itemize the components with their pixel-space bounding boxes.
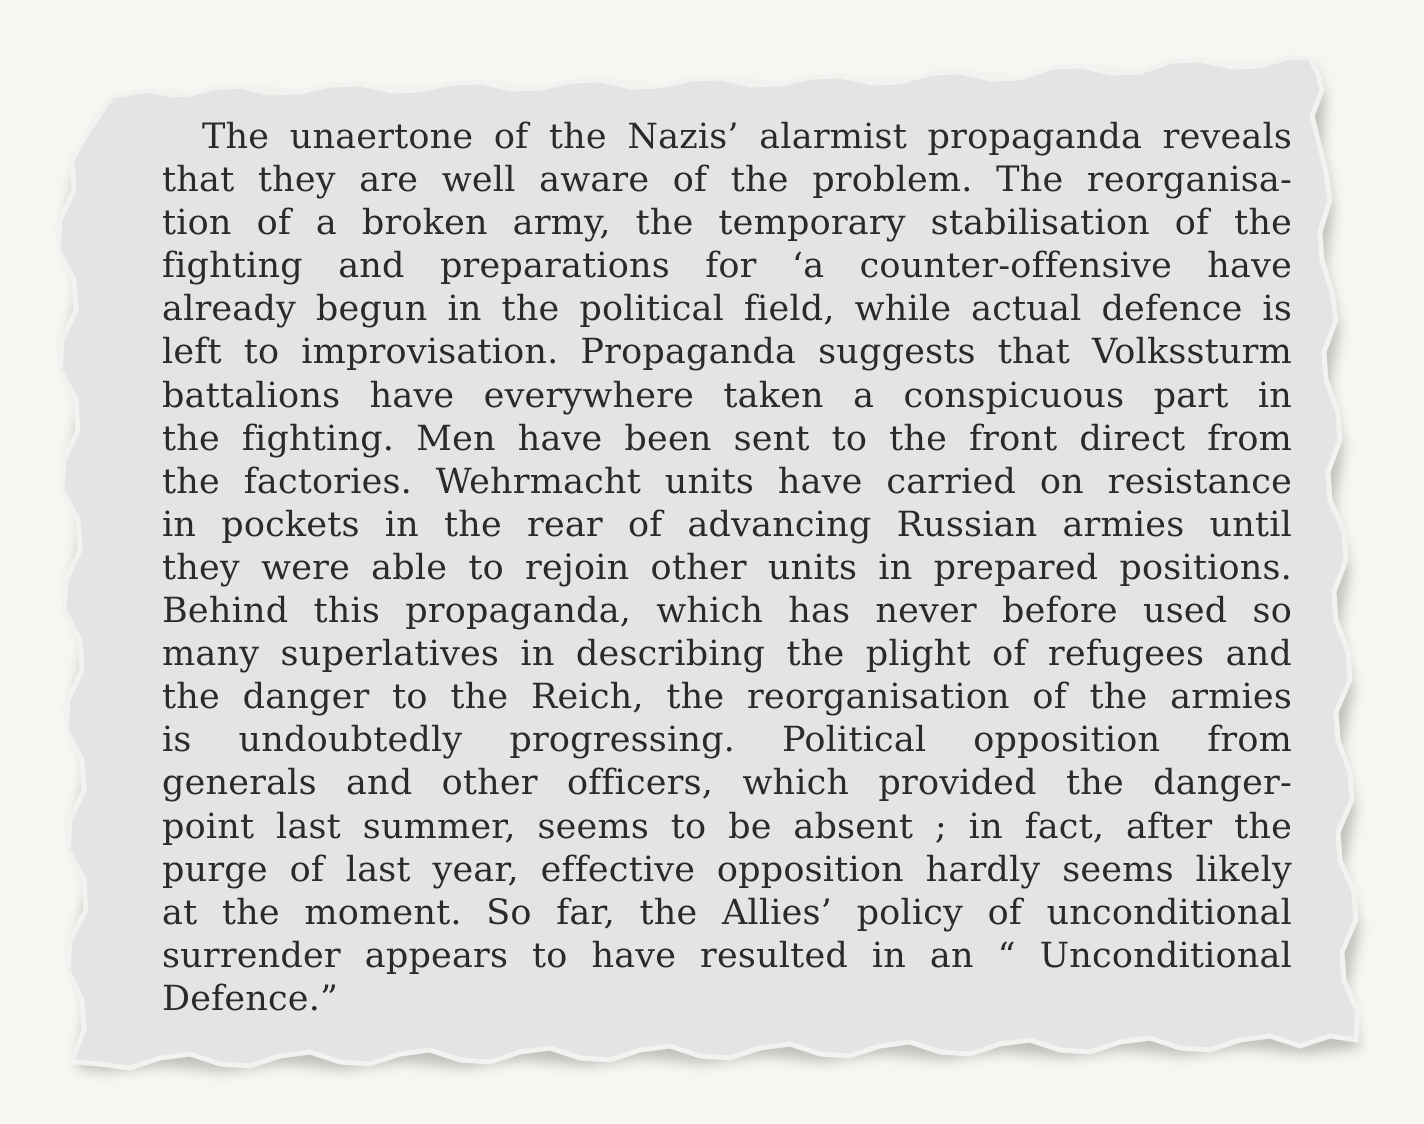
text-line: many superlatives in describing the plight of refugees and [162,634,1292,675]
text-line: battalions have everywhere taken a conspicuous part in [162,375,1292,416]
text-line: left to improvisation. Propaganda suggests that Volkssturm [162,332,1292,373]
text-line: the factories. Wehrmacht units have carried on resistance [162,461,1292,502]
text-line: that they are well aware of the problem. The reorganisa- [162,160,1292,201]
text-line: the fighting. Men have been sent to the front direct from [162,418,1292,459]
text-line: generals and other officers, which provided the danger- [162,763,1292,804]
text-line: the danger to the Reich, the reorganisation of the armies [162,677,1292,718]
article-text [162,116,1292,1021]
text-line: they were able to rejoin other units in prepared positions. [162,547,1292,588]
text-line: already begun in the political field, while actual defence is [162,289,1292,330]
text-line: The unaertone of the Nazis’ alarmist propaganda reveals [202,117,1292,157]
text-line: Behind this propaganda, which has never before used so [162,591,1292,632]
text-line: point last summer, seems to be absent ; in fact, after the [162,806,1292,847]
text-line: purge of last year, effective opposition hardly seems likely [162,849,1292,890]
text-line: is undoubtedly progressing. Political opposition from [162,720,1292,761]
text-line: in pockets in the rear of advancing Russian armies until [162,504,1292,545]
text-line: fighting and preparations for ‘a counter-offensive have [162,246,1292,287]
text-line: at the moment. So far, the Allies’ policy of unconditional [162,892,1292,933]
text-line: surrender appears to have resulted in an “ Unconditional [162,935,1292,976]
text-line: Defence.” [162,978,339,1019]
text-line: tion of a broken army, the temporary stabilisation of the [162,203,1292,244]
